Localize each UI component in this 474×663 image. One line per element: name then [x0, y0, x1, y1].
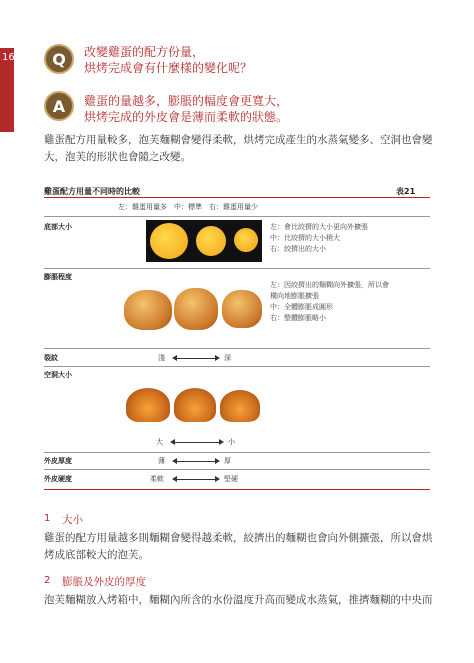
section-line: 烤成底部較大的泡芙。 [44, 549, 149, 561]
puff-hollow-right [220, 390, 260, 422]
table-top-rule [44, 197, 430, 198]
chapter-side-label: 泡芙麵糊 [3, 86, 11, 122]
table-rule [44, 216, 430, 217]
puff-expansion-right [222, 290, 262, 328]
note-line: 右：整體膨脹略小 [270, 314, 326, 322]
section-paragraph [44, 592, 454, 609]
row-label-skin-thickness: 外皮厚度 [44, 457, 72, 465]
cracks-left-value: 淺 [158, 354, 165, 362]
section-line: 雞蛋的配方用量越多則麵糊會變得越柔軟，絞擠出的麵糊也會向外側擴張，所以會烘 [44, 532, 433, 544]
table-rule [44, 348, 430, 349]
table-rule [44, 452, 430, 453]
bottom-size-photo [146, 220, 262, 262]
table-title: 雞蛋配方用量不同時的比較 [44, 187, 140, 196]
answer-text [84, 93, 288, 125]
table-column-header: 左：雞蛋用量多 中：標準 右：雞蛋用量少 [118, 203, 258, 211]
arrow-right-icon [215, 476, 220, 482]
table-rule [44, 268, 430, 269]
section-title: 膨脹及外皮的厚度 [62, 576, 146, 588]
answer-line: 雞蛋的量越多，膨脹的幅度會更寬大， [84, 94, 289, 108]
table-rule [44, 469, 430, 470]
table-bottom-rule [44, 489, 430, 490]
arrow-line [176, 358, 216, 359]
question-line: 烘烤完成會有什麼樣的變化呢？ [84, 61, 253, 75]
arrow-line [174, 442, 220, 443]
question-text [84, 44, 252, 76]
table-number: 表21 [396, 187, 416, 196]
question-badge-icon: Q [44, 44, 74, 74]
skin-hardness-left-value: 柔軟 [150, 475, 164, 483]
skin-hardness-right-value: 堅硬 [224, 475, 238, 483]
hollow-photo [124, 376, 264, 430]
cracks-right-value: 深 [224, 354, 231, 362]
bottom-size-notes [270, 222, 368, 255]
note-line: 中：全體膨脹成圓形 [270, 303, 333, 311]
puff-bottom-left [150, 223, 188, 259]
intro-line: 大，泡芙的形狀也會隨之改變。 [44, 151, 191, 163]
arrow-line [176, 479, 216, 480]
arrow-line [176, 461, 216, 462]
table-rule [44, 366, 430, 367]
row-label-skin-hardness: 外皮硬度 [44, 475, 72, 483]
expansion-photo [124, 282, 266, 336]
row-label-hollow: 空洞大小 [44, 371, 72, 379]
puff-expansion-left [124, 290, 172, 330]
row-label-expansion: 膨脹程度 [44, 273, 72, 281]
skin-thickness-right-value: 厚 [224, 457, 231, 465]
note-line: 中：比絞擠的大小稍大 [270, 234, 340, 242]
arrow-right-icon [215, 355, 220, 361]
puff-bottom-right [234, 228, 258, 252]
section-title: 大小 [62, 514, 83, 526]
question-line: 改變雞蛋的配方份量， [84, 45, 205, 59]
section-number: 1 [44, 513, 51, 524]
page-number: 166 [2, 52, 22, 63]
intro-paragraph [44, 132, 454, 166]
answer-line: 烘烤完成的外皮會是薄而柔軟的狀態。 [84, 110, 289, 124]
puff-hollow-center [174, 388, 216, 422]
arrow-right-icon [215, 458, 220, 464]
row-label-bottom-size: 底部大小 [44, 223, 72, 231]
puff-hollow-left [126, 388, 170, 422]
puff-expansion-center [174, 288, 218, 330]
arrow-right-icon [219, 439, 224, 445]
answer-badge-icon: A [44, 91, 74, 121]
note-line: 右：絞擠出的大小 [270, 245, 326, 253]
hollow-right-value: 小 [228, 438, 235, 446]
note-line: 橫向地膨脹擴張 [270, 292, 319, 300]
note-line: 左：會比絞擠的大小更向外擴張 [270, 223, 368, 231]
row-label-cracks: 裂紋 [44, 354, 58, 362]
section-line: 泡芙麵糊放入烤箱中，麵糊內所含的水份溫度升高而變成水蒸氣，推擠麵糊的中央而 [44, 594, 433, 606]
skin-thickness-left-value: 薄 [158, 457, 165, 465]
expansion-notes [270, 280, 389, 324]
intro-line: 雞蛋配方用量較多，泡芙麵糊會變得柔軟，烘烤完成產生的水蒸氣變多、空洞也會變 [44, 134, 433, 146]
note-line: 左：因絞擠出的麵糊向外擴張，所以會 [270, 281, 389, 289]
section-paragraph [44, 530, 454, 564]
hollow-left-value: 大 [156, 438, 163, 446]
puff-bottom-center [196, 226, 226, 256]
section-number: 2 [44, 575, 51, 586]
